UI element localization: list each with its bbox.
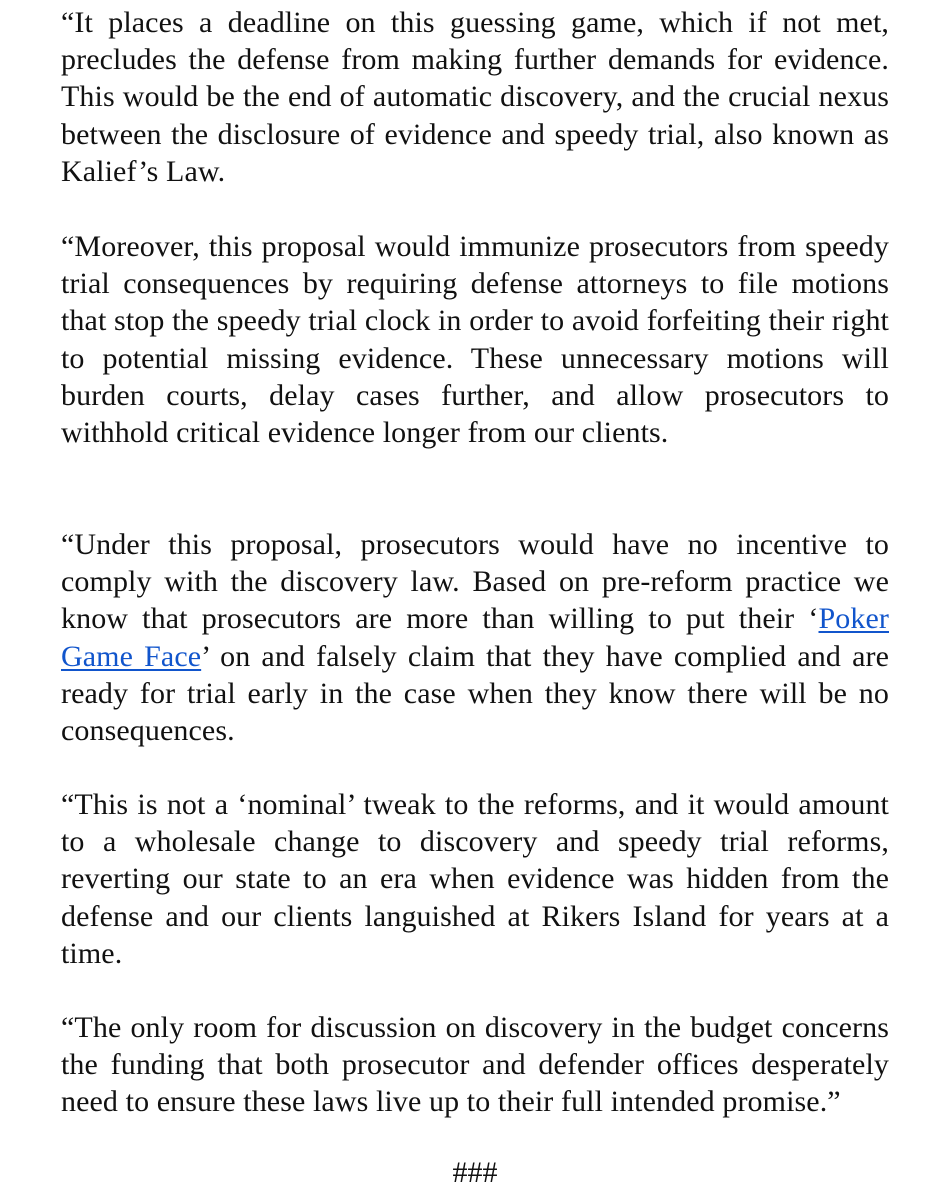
end-of-release-mark: ### bbox=[452, 1156, 498, 1189]
paragraph-text-before-link: “Under this proposal, prosecutors would have no incentive to comply with the discovery law. Based on pre-reform practice we know that prosecutors are more than willing to put their ‘ bbox=[61, 528, 889, 636]
quote-paragraph-funding: “The only room for discussion on discovery in the budget concerns the funding that both prosecutor and defender offices desperately need to ensure these laws live up to their full intended promise.” bbox=[61, 1011, 889, 1119]
paragraph-text-after-link: ’ on and falsely claim that they have complied and are ready for trial early in the case when they know there will be no consequences. bbox=[61, 639, 889, 748]
quote-paragraph-incentive bbox=[61, 526, 889, 749]
quote-paragraph-deadline: “It places a deadline on this guessing game, which if not met, precludes the defense from making further demands for evidence. This would be the end of automatic discovery, and the crucial nexus between the disclosure of evidence and speedy trial, also known as Kalief’s Law. bbox=[61, 6, 889, 188]
quote-paragraph-nominal-tweak: “This is not a ‘nominal’ tweak to the reforms, and it would amount to a wholesale change to discovery and speedy trial reforms, reverting our state to an era when evidence was hidden from the defense and our clients languished at Rikers Island for years at a time. bbox=[61, 788, 889, 970]
press-release-body bbox=[61, 0, 889, 1200]
quote-paragraph-immunize: “Moreover, this proposal would immunize prosecutors from speedy trial consequences by requiring defense attorneys to file motions that stop the speedy trial clock in order to avoid forfeiting their right to potential missing evidence. These unnecessary motions will burden courts, delay cases further, and allow prosecutors to withhold critical evidence longer from our clients. bbox=[61, 230, 889, 450]
poker-game-face-link[interactable]: Poker Game Face bbox=[61, 602, 889, 673]
